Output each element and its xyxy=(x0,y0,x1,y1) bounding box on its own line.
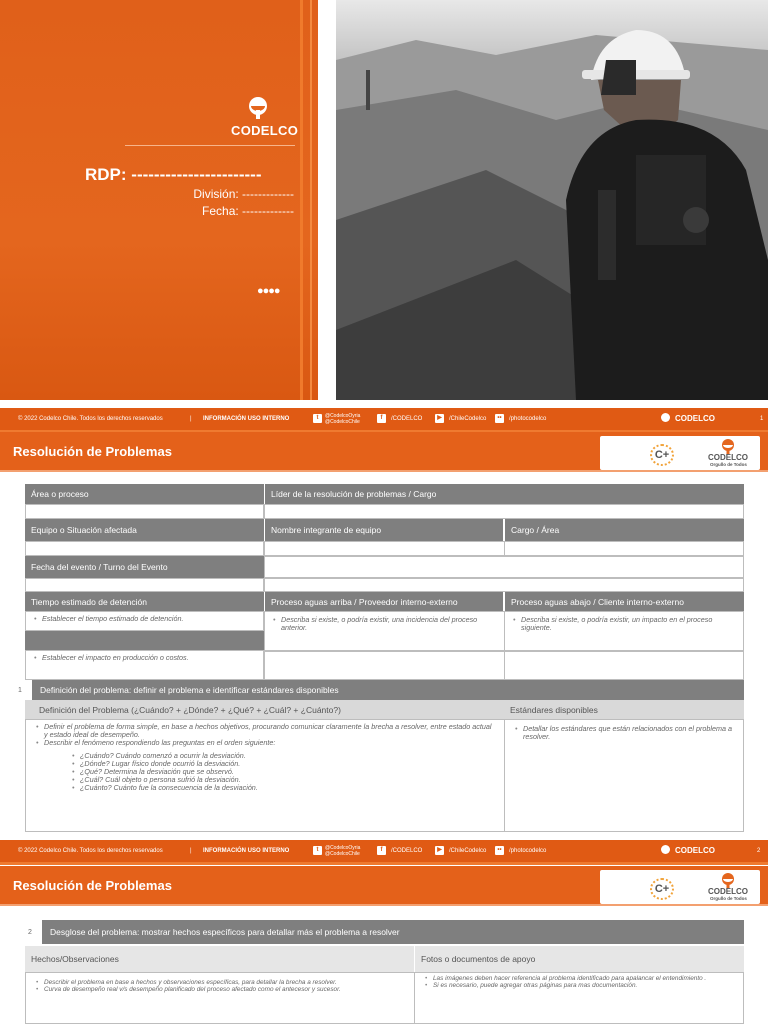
definicion-subheader: Definición del Problema (¿Cuándo? + ¿Dónde? + ¿Qué? + ¿Cuál? + ¿Cuánto?) xyxy=(25,700,504,719)
cargo-value-cell[interactable] xyxy=(504,541,744,556)
impacto-help-text: • Establecer el impacto en producción o costos. xyxy=(32,654,257,662)
abajo-help-text: • Describa si existe, o podría existir, un impacto en el proceso siguiente. xyxy=(511,616,737,632)
slide-title-1: Resolución de Problemas xyxy=(13,444,172,459)
footer-bar-1 xyxy=(0,408,768,430)
twitter-handle-2[interactable]: @CodelcoOyria @CodelcoChile xyxy=(325,845,361,857)
section-2-title: Desglose del problema: mostrar hechos específicos para detallar más el problema a resolver xyxy=(50,927,400,937)
tiempo-header: Tiempo estimado de detención xyxy=(25,592,264,611)
estandares-cell[interactable] xyxy=(504,719,744,832)
facebook-icon[interactable]: f xyxy=(377,846,386,855)
section-1-title: Definición del problema: definir el problema e identificar estándares disponibles xyxy=(40,685,339,695)
definicion-bullet-1: • Definir el problema de forma simple, en base a hechos objetivos, procurando comunicar claramente la brecha a resolver, entre estado actual y estado ideal de desempeño. xyxy=(34,723,496,739)
brand-codelco-text-2: CODELCO xyxy=(708,887,748,896)
cover-gap xyxy=(318,0,336,400)
cover-logo-text: CODELCO xyxy=(231,123,299,138)
facebook-icon[interactable]: f xyxy=(377,414,386,423)
footer-brand-2: CODELCO xyxy=(675,846,715,855)
twitter-icon[interactable]: t xyxy=(313,846,322,855)
internal-use-label-2: INFORMACIÓN USO INTERNO xyxy=(203,848,290,854)
fotos-bullet-2: • Si es necesario, puede agregar otras páginas para mas documentación. xyxy=(423,982,735,989)
codelco-brand-icon xyxy=(717,438,739,454)
fotos-subheader: Fotos o documentos de apoyo xyxy=(415,946,744,972)
fecha-spacer-cell xyxy=(25,578,264,592)
brand-tagline-2: Orgullo de Todos xyxy=(710,896,747,901)
twitter-icon[interactable]: t xyxy=(313,414,322,423)
facebook-link[interactable]: /CODELCO xyxy=(391,416,423,422)
fecha-header: Fecha del evento / Turno del Evento xyxy=(25,556,264,578)
codelco-footer-icon-2 xyxy=(661,845,670,854)
brand-box-2 xyxy=(600,870,760,904)
copyright-text: © 2022 Codelco Chile. Todos los derechos reservados xyxy=(18,416,163,422)
brand-box-1 xyxy=(600,436,760,470)
question-cuando: • ¿Cuándo? Cuándo comenzó a ocurrir la desviación. xyxy=(70,752,496,760)
cover-orange-panel xyxy=(0,0,318,400)
division-label: División: ------------- xyxy=(193,187,294,201)
question-cual: • ¿Cuál? Cuál objeto o persona sufrió la desviación. xyxy=(70,776,496,784)
estandares-subheader: Estándares disponibles xyxy=(504,700,744,719)
equipo-value-cell[interactable] xyxy=(25,541,264,556)
facebook-link-2[interactable]: /CODELCO xyxy=(391,848,423,854)
slide-header-1 xyxy=(0,432,768,472)
brand-tagline: Orgullo de Todos xyxy=(710,462,747,467)
cargo-header: Cargo / Área xyxy=(505,519,744,541)
abajo-header: Proceso aguas abajo / Cliente interno-externo xyxy=(505,592,744,611)
arriba-help-text: • Describa si existe, o podría existir, una incidencia del proceso anterior. xyxy=(271,616,498,632)
codelco-logo-icon xyxy=(243,96,273,120)
cover-photo-miner xyxy=(336,0,768,400)
section-2-header xyxy=(18,920,744,944)
arriba-header: Proceso aguas arriba / Proveedor interno-externo xyxy=(265,592,503,611)
integrante-header: Nombre integrante de equipo xyxy=(265,519,503,541)
slide-header-2 xyxy=(0,866,768,906)
twitter-handle[interactable]: @CodelcoOyria @CodelcoChile xyxy=(325,413,361,425)
copyright-text-2: © 2022 Codelco Chile. Todos los derechos reservados xyxy=(18,848,163,854)
brand-codelco-text: CODELCO xyxy=(708,453,748,462)
question-cuanto: • ¿Cuánto? Cuánto fue la consecuencia de la desviación. xyxy=(70,784,496,792)
codelco-footer-icon xyxy=(661,413,670,422)
fotos-bullet-1: • Las imágenes deben hacer referencia al problema identificado para apalancar el entendimiento . xyxy=(423,975,735,982)
lider-value-cell[interactable] xyxy=(264,504,744,519)
hechos-subheader: Hechos/Observaciones xyxy=(25,946,414,972)
fecha-value-cell[interactable] xyxy=(264,556,744,578)
abajo-help-cell[interactable] xyxy=(504,611,744,651)
section-1-number: 1 xyxy=(8,680,32,700)
c-plus-icon: C+ xyxy=(650,444,674,466)
hechos-cell[interactable] xyxy=(25,972,415,1024)
estandares-help-text: • Detallar los estándares que están relacionados con el problema a resolver. xyxy=(513,725,735,741)
flickr-icon[interactable]: •• xyxy=(495,414,504,423)
equipo-header: Equipo o Situación afectada xyxy=(25,519,264,541)
flickr-link-2[interactable]: /photocodelco xyxy=(509,848,547,854)
section-2-number: 2 xyxy=(18,920,42,944)
internal-use-label: INFORMACIÓN USO INTERNO xyxy=(203,416,290,422)
area-header: Área o proceso xyxy=(25,484,264,504)
fecha-spacer-cell-2 xyxy=(264,578,744,592)
definicion-bullet-2: • Describir el fenómeno respondiendo las preguntas en el orden siguiente: xyxy=(34,739,496,747)
questions-list xyxy=(34,752,496,792)
tiempo-help-cell[interactable] xyxy=(25,611,264,631)
youtube-link[interactable]: /ChileCodelco xyxy=(449,416,487,422)
footer-separator: | xyxy=(190,416,192,422)
footer-bar-2 xyxy=(0,840,768,862)
fecha-label: Fecha: ------------- xyxy=(202,204,294,218)
youtube-link-2[interactable]: /ChileCodelco xyxy=(449,848,487,854)
youtube-icon[interactable]: ▶ xyxy=(435,414,444,423)
footer-separator-2: | xyxy=(190,848,192,854)
arriba-help-cell[interactable] xyxy=(264,611,505,651)
impacto-header xyxy=(25,631,264,650)
fotos-cell[interactable] xyxy=(414,972,744,1024)
section-1-header xyxy=(8,680,744,700)
footer-brand: CODELCO xyxy=(675,414,715,423)
cover-divider xyxy=(125,145,295,146)
arriba-value-cell[interactable] xyxy=(264,651,505,680)
lider-header: Líder de la resolución de problemas / Cargo xyxy=(265,484,744,504)
slide-title-2: Resolución de Problemas xyxy=(13,878,172,893)
hechos-bullet-2: • Curva de desempeño real v/s desempeño planificado del proceso afectado como el antecesor y sucesor. xyxy=(34,986,406,993)
pagination-dots: ●●●● xyxy=(257,285,280,297)
page-number-1: 1 xyxy=(760,416,764,422)
cover-slide xyxy=(0,0,768,405)
codelco-brand-icon xyxy=(717,872,739,888)
abajo-value-cell[interactable] xyxy=(504,651,744,680)
c-plus-icon: C+ xyxy=(650,878,674,900)
youtube-icon[interactable]: ▶ xyxy=(435,846,444,855)
area-value-cell[interactable] xyxy=(25,504,264,519)
tiempo-help-text: • Establecer el tiempo estimado de detención. xyxy=(32,615,257,623)
definicion-cell[interactable] xyxy=(25,719,505,832)
flickr-icon[interactable]: •• xyxy=(495,846,504,855)
impacto-help-cell[interactable] xyxy=(25,650,264,680)
integrante-value-cell[interactable] xyxy=(264,541,505,556)
rdp-title: RDP: ----------------------- xyxy=(85,165,262,184)
page-number-2: 2 xyxy=(757,848,761,854)
question-que: • ¿Qué? Determina la desviación que se observó. xyxy=(70,768,496,776)
flickr-link[interactable]: /photocodelco xyxy=(509,416,547,422)
question-donde: • ¿Dónde? Lugar físico donde ocurrió la desviación. xyxy=(70,760,496,768)
hechos-bullet-1: • Describir el problema en base a hechos y observaciones específicas, para detallar la brecha a resolver. xyxy=(34,979,406,986)
